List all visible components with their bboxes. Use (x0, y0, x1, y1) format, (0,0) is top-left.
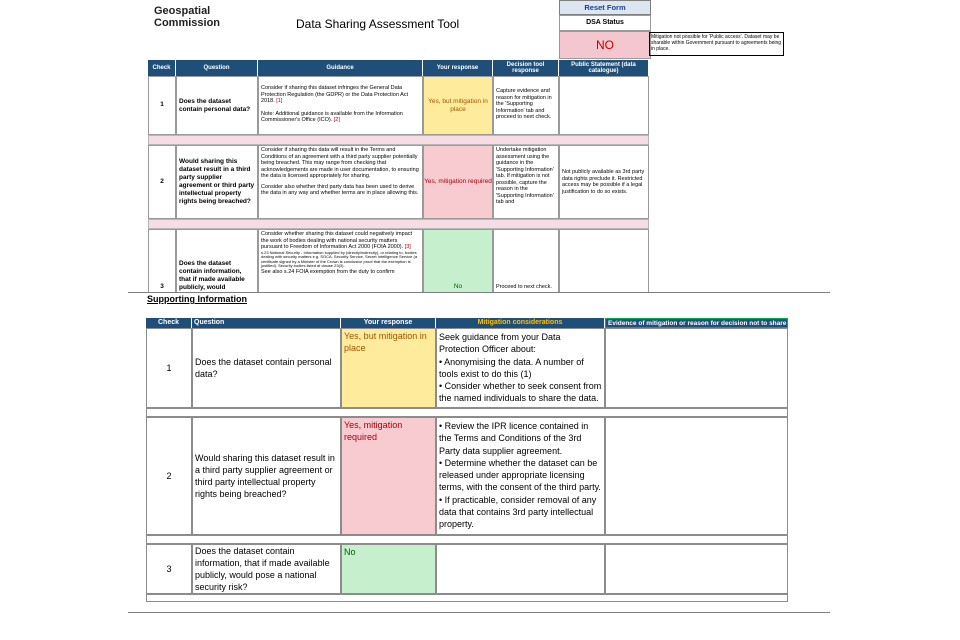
si-row1-mitigation (436, 328, 605, 408)
supporting-info-title: Supporting Information (147, 294, 247, 304)
row3-guidance-small: s.23 National Security - Information supplied by (directly/indirectly), or relating to, bodies dealing with security matters e.g. SOCA, Security Service, Secret Intelligence Service (a certificate signed by a Minister of the Crown is conclusive proof that the exemption is justified). Security bodies listed at clause 23(3). (261, 249, 418, 269)
row2-decision: Undertake mitigation assessment using the guidance in the 'Supporting Information' tab. If mitigation is not possible, capture the reason in the 'Supporting Information' tab and (493, 145, 559, 219)
org-logo-text (154, 0, 220, 29)
col-header-decision: Decision tool response (493, 60, 559, 76)
tool-title: Data Sharing Assessment Tool (296, 17, 460, 31)
si-row3-evidence-input[interactable] (605, 544, 788, 594)
si-header-response: Your response (341, 318, 436, 328)
si-row-gap (146, 535, 788, 544)
si-row3-response[interactable]: No (341, 544, 436, 594)
row1-guidance-ref-1[interactable]: [1] (276, 98, 283, 104)
si-header-mitigation: Mitigation considerations (436, 318, 605, 328)
org-line-2: Commission (154, 17, 221, 29)
row-separator (148, 219, 649, 229)
si-row1-question: Does the dataset contain personal data? (192, 328, 341, 408)
row1-public-statement (559, 76, 649, 135)
assessment-sheet (146, 0, 786, 292)
dsa-status-value: NO (559, 31, 651, 59)
row3-guidance-ref[interactable]: [3] (404, 244, 411, 250)
row2-guidance-text: Consider if sharing this data will result in the Terms and Conditions of an agreement with a third party supplier potentially being breached. This may range from checking that acknowledgements are made in user documentation, to ensuring the data is licensed appropriately for sharing. (261, 147, 419, 179)
row1-decision: Capture evidence and reason for mitigation in the 'Supporting Information' tab and proceed to next check. (493, 76, 559, 135)
row1-guidance-note: Note: Additional guidance is available from the Information Commissioner's Office (ICO). (261, 110, 403, 123)
col-header-check: Check (148, 60, 176, 76)
row-separator (148, 135, 649, 145)
dsa-status-label: DSA Status (559, 15, 651, 31)
si-row2-check: 2 (146, 417, 192, 535)
col-header-public: Public Statement (data catalogue) (559, 60, 649, 76)
si-row3-check: 3 (146, 544, 192, 594)
row1-response-select[interactable]: Yes, but mitigation in place (423, 76, 493, 135)
si-row1-mitigation-line: • Anonymising the data. A number of tools exist to do this (1) (439, 356, 584, 379)
si-row2-mitigation (436, 417, 605, 535)
row2-question: Would sharing this dataset result in a third party supplier agreement or third party intellectual property rights being breached? (176, 145, 258, 219)
reset-form-button[interactable]: Reset Form (559, 0, 651, 15)
si-row-gap (146, 408, 788, 417)
row3-question: Does the dataset contain information, that if made available publicly, would (176, 229, 258, 292)
row3-guidance-text: Consider whether sharing this dataset could negatively impact the work of bodies dealing with national security matters pursuant to Freedom of Information Act 2000 (FOIA 2000). (261, 231, 413, 250)
si-row1-mitigation-line: Seek guidance from your Data Protection Officer about: (439, 332, 561, 355)
si-row2-mitigation-line: • If practicable, consider removal of any data that contains 3rd party intellectual property. (439, 494, 597, 530)
si-row2-mitigation-line: • Review the IPR licence contained in the Terms and Conditions of the 3rd Party data supplier agreement. (439, 421, 589, 456)
row1-guidance (258, 76, 423, 135)
row2-check: 2 (148, 145, 176, 219)
page-divider (128, 612, 830, 613)
si-header-question: Question (192, 318, 341, 328)
si-row3-question: Does the dataset contain information, that if made available publicly, would pose a national security risk? (192, 544, 341, 594)
row3-guidance (258, 229, 423, 292)
page-divider (128, 292, 830, 293)
si-row3-mitigation (436, 544, 605, 594)
row2-guidance-note: Consider also whether third party data has been used to derive the data in any way and whether terms are in place allowing this. (261, 183, 419, 196)
row3-public-statement (559, 229, 649, 292)
col-header-response: Your response (423, 60, 493, 76)
row3-guidance-more: See also s.24 FOIA exemption from the duty to confirm (261, 268, 395, 275)
si-header-check: Check (146, 318, 192, 328)
row2-public-statement: Not publicly available as 3rd party data rights preclude it. Restricted access may be possible if a legal justification to do so exists. (559, 145, 649, 219)
org-line-1: Geospatial (154, 5, 211, 17)
si-row2-response[interactable]: Yes, mitigation required (341, 417, 436, 535)
si-row1-mitigation-line: • Consider whether to seek consent from the named individuals to share the data. (439, 381, 602, 404)
row3-decision: Proceed to next check. (493, 229, 559, 292)
row2-guidance (258, 145, 423, 219)
si-row2-mitigation-line: • Determine whether the dataset can be released under appropriate licensing terms, with the consent of the third party. (439, 457, 601, 493)
si-row1-evidence-input[interactable] (605, 328, 788, 408)
row3-response-select[interactable]: No (423, 229, 493, 292)
si-row-gap (146, 594, 788, 602)
status-note: Mitigation not possible for 'Public access'. Dataset may be sharable within Government pursuant to agreements being in place. (649, 32, 784, 56)
row1-question: Does the dataset contain personal data? (176, 76, 258, 135)
si-row1-response[interactable]: Yes, but mitigation in place (341, 328, 436, 408)
row2-response-select[interactable]: Yes, mitigation required (423, 145, 493, 219)
si-row2-question: Would sharing this dataset result in a third party supplier agreement or third party intellectual property rights being breached? (192, 417, 341, 535)
si-header-evidence: Evidence of mitigation or reason for decision not to share (605, 318, 788, 328)
row1-guidance-ref-2[interactable]: [2] (333, 117, 340, 123)
col-header-guidance: Guidance (258, 60, 423, 76)
row3-check: 3 (148, 229, 176, 292)
row1-check: 1 (148, 76, 176, 135)
si-row1-check: 1 (146, 328, 192, 408)
si-row2-evidence-input[interactable] (605, 417, 788, 535)
row1-guidance-text: Consider if sharing this dataset infringes the General Data Protection Regulation (the GDPR) or the Data Protection Act 2018. (261, 85, 409, 104)
col-header-question: Question (176, 60, 258, 76)
